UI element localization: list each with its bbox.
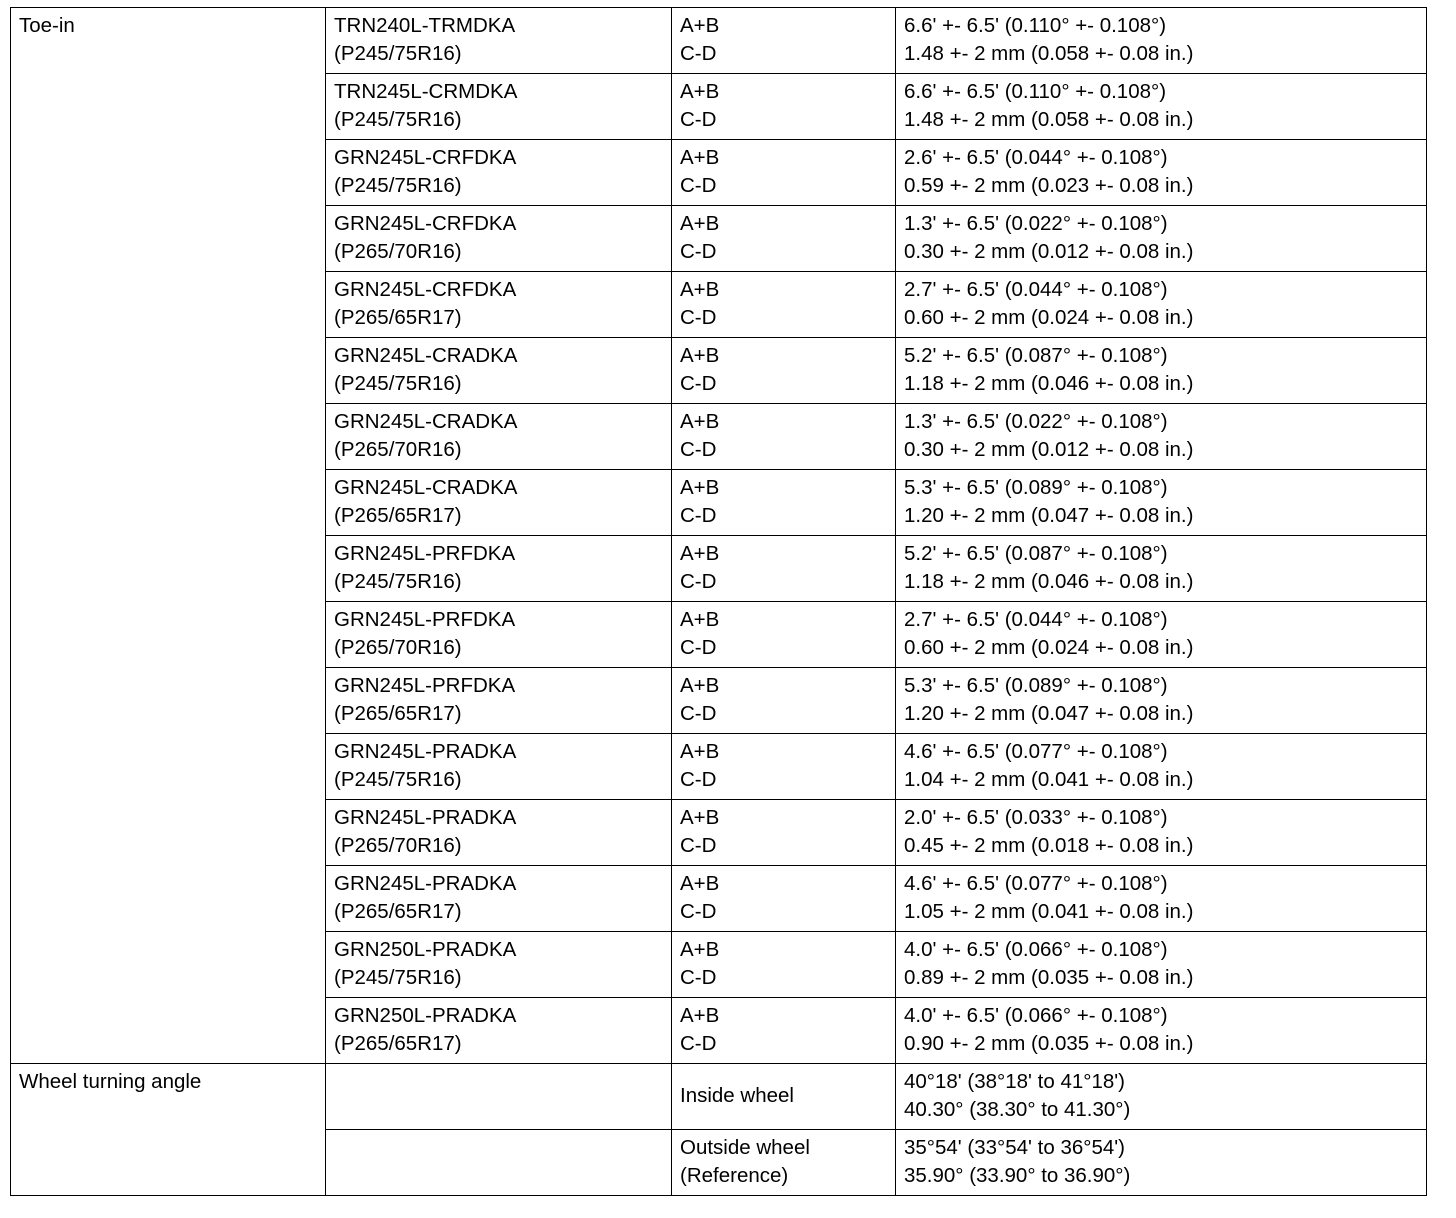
tire-size: (P265/70R16) [334,438,462,461]
distance-value: 0.30 +- 2 mm (0.012 +- 0.08 in.) [904,438,1194,461]
model-code: GRN250L-PRADKA [334,938,517,961]
wheel-turning-angle-label [11,1064,326,1196]
measure-point: C-D [680,372,717,395]
distance-value: 1.20 +- 2 mm (0.047 +- 0.08 in.) [904,702,1194,725]
tire-size: (P265/65R17) [334,1032,462,1055]
angle-value: 1.3' +- 6.5' (0.022° +- 0.108°) [904,410,1168,433]
distance-value: 1.18 +- 2 mm (0.046 +- 0.08 in.) [904,372,1194,395]
model-code: GRN245L-CRADKA [334,344,518,367]
tire-size: (P265/65R17) [334,702,462,725]
measure-point: A+B [680,476,720,499]
distance-value: 0.60 +- 2 mm (0.024 +- 0.08 in.) [904,306,1194,329]
wheel-turning-angle-text: Wheel turning angle [19,1070,202,1093]
model-cell [326,470,672,536]
distance-value: 0.89 +- 2 mm (0.035 +- 0.08 in.) [904,966,1194,989]
distance-value: 0.60 +- 2 mm (0.024 +- 0.08 in.) [904,636,1194,659]
measure-point: C-D [680,240,717,263]
model-code: GRN245L-PRFDKA [334,674,516,697]
measure-point-cell [672,998,896,1064]
model-cell [326,338,672,404]
measure-point: A+B [680,608,720,631]
inside-wheel-label: Inside wheel [680,1084,794,1107]
measure-point: C-D [680,636,717,659]
model-code: GRN245L-PRFDKA [334,542,516,565]
value-cell [896,206,1427,272]
angle-value: 2.6' +- 6.5' (0.044° +- 0.108°) [904,146,1168,169]
tire-size: (P265/70R16) [334,636,462,659]
tire-size: (P245/75R16) [334,372,462,395]
measure-point-cell [672,404,896,470]
measure-point-cell [672,272,896,338]
model-code: GRN245L-PRADKA [334,872,517,895]
value-cell [896,8,1427,74]
measure-point: A+B [680,872,720,895]
measure-point: C-D [680,570,717,593]
model-code: GRN245L-PRFDKA [334,608,516,631]
measure-point: A+B [680,80,720,103]
angle-value: 4.6' +- 6.5' (0.077° +- 0.108°) [904,740,1168,763]
model-cell [326,536,672,602]
outside-wheel-value-cell [896,1130,1427,1196]
measure-point: A+B [680,14,720,37]
model-cell [326,800,672,866]
distance-value: 1.20 +- 2 mm (0.047 +- 0.08 in.) [904,504,1194,527]
measure-point: A+B [680,938,720,961]
outside-wheel-deg-min: 35°54' (33°54' to 36°54') [904,1136,1125,1159]
model-cell [326,206,672,272]
measure-point: C-D [680,174,717,197]
model-code: GRN245L-CRADKA [334,410,518,433]
angle-value: 4.6' +- 6.5' (0.077° +- 0.108°) [904,872,1168,895]
empty-model-cell [326,1064,672,1130]
distance-value: 0.45 +- 2 mm (0.018 +- 0.08 in.) [904,834,1194,857]
tire-size: (P265/70R16) [334,834,462,857]
measure-point-cell [672,470,896,536]
measure-point-cell [672,536,896,602]
tire-size: (P245/75R16) [334,768,462,791]
model-code: GRN245L-PRADKA [334,740,517,763]
measure-point: C-D [680,504,717,527]
measure-point-cell [672,668,896,734]
toe-in-label: Toe-in [11,8,326,1064]
specification-table [10,7,1427,1196]
measure-point-cell [672,602,896,668]
model-cell [326,668,672,734]
table-row [11,1064,1427,1130]
model-cell [326,866,672,932]
distance-value: 1.48 +- 2 mm (0.058 +- 0.08 in.) [904,108,1194,131]
measure-point: A+B [680,806,720,829]
model-cell [326,74,672,140]
angle-value: 5.3' +- 6.5' (0.089° +- 0.108°) [904,674,1168,697]
measure-point: A+B [680,740,720,763]
inside-wheel-cell [672,1064,896,1130]
angle-value: 4.0' +- 6.5' (0.066° +- 0.108°) [904,938,1168,961]
measure-point-cell [672,8,896,74]
value-cell [896,404,1427,470]
tire-size: (P265/65R17) [334,900,462,923]
angle-value: 6.6' +- 6.5' (0.110° +- 0.108°) [904,14,1167,37]
spec-table-body [11,8,1427,1196]
measure-point: A+B [680,674,720,697]
measure-point: C-D [680,42,717,65]
tire-size: (P245/75R16) [334,108,462,131]
outside-wheel-decimal: 35.90° (33.90° to 36.90°) [904,1164,1131,1187]
model-code: TRN245L-CRMDKA [334,80,518,103]
distance-value: 1.04 +- 2 mm (0.041 +- 0.08 in.) [904,768,1194,791]
tire-size: (P245/75R16) [334,174,462,197]
measure-point: C-D [680,900,717,923]
measure-point: C-D [680,834,717,857]
measure-point-cell [672,734,896,800]
measure-point-cell [672,140,896,206]
model-code: GRN245L-CRFDKA [334,146,517,169]
model-cell [326,404,672,470]
value-cell [896,338,1427,404]
value-cell [896,470,1427,536]
value-cell [896,272,1427,338]
measure-point: A+B [680,410,720,433]
measure-point: A+B [680,344,720,367]
tire-size: (P245/75R16) [334,570,462,593]
tire-size: (P245/75R16) [334,966,462,989]
measure-point: C-D [680,1032,717,1055]
model-cell [326,8,672,74]
outside-wheel-label: Outside wheel [680,1136,810,1159]
value-cell [896,140,1427,206]
angle-value: 1.3' +- 6.5' (0.022° +- 0.108°) [904,212,1168,235]
measure-point: C-D [680,768,717,791]
model-cell [326,602,672,668]
value-cell [896,866,1427,932]
measure-point: A+B [680,212,720,235]
model-cell [326,272,672,338]
measure-point: A+B [680,278,720,301]
table-row [11,8,1427,74]
measure-point: A+B [680,146,720,169]
outside-wheel-cell [672,1130,896,1196]
measure-point: C-D [680,438,717,461]
angle-value: 2.7' +- 6.5' (0.044° +- 0.108°) [904,608,1168,631]
measure-point: C-D [680,306,717,329]
distance-value: 1.05 +- 2 mm (0.041 +- 0.08 in.) [904,900,1194,923]
value-cell [896,668,1427,734]
tire-size: (P265/70R16) [334,240,462,263]
inside-wheel-deg-min: 40°18' (38°18' to 41°18') [904,1070,1125,1093]
model-code: GRN245L-PRADKA [334,806,517,829]
value-cell [896,800,1427,866]
empty-model-cell [326,1130,672,1196]
measure-point: A+B [680,1004,720,1027]
value-cell [896,998,1427,1064]
tire-size: (P265/65R17) [334,306,462,329]
measure-point-cell [672,206,896,272]
model-cell [326,734,672,800]
angle-value: 4.0' +- 6.5' (0.066° +- 0.108°) [904,1004,1168,1027]
measure-point: C-D [680,702,717,725]
outside-wheel-reference: (Reference) [680,1164,789,1187]
model-cell [326,932,672,998]
distance-value: 0.90 +- 2 mm (0.035 +- 0.08 in.) [904,1032,1194,1055]
angle-value: 2.0' +- 6.5' (0.033° +- 0.108°) [904,806,1168,829]
model-code: TRN240L-TRMDKA [334,14,516,37]
inside-wheel-value-cell [896,1064,1427,1130]
measure-point: C-D [680,108,717,131]
angle-value: 6.6' +- 6.5' (0.110° +- 0.108°) [904,80,1167,103]
value-cell [896,734,1427,800]
model-cell [326,140,672,206]
distance-value: 1.18 +- 2 mm (0.046 +- 0.08 in.) [904,570,1194,593]
model-code: GRN245L-CRFDKA [334,278,517,301]
measure-point-cell [672,74,896,140]
measure-point-cell [672,800,896,866]
value-cell [896,74,1427,140]
measure-point: C-D [680,966,717,989]
angle-value: 2.7' +- 6.5' (0.044° +- 0.108°) [904,278,1168,301]
measure-point: A+B [680,542,720,565]
measure-point-cell [672,338,896,404]
value-cell [896,932,1427,998]
model-cell [326,998,672,1064]
measure-point-cell [672,866,896,932]
distance-value: 1.48 +- 2 mm (0.058 +- 0.08 in.) [904,42,1194,65]
inside-wheel-decimal: 40.30° (38.30° to 41.30°) [904,1098,1131,1121]
angle-value: 5.2' +- 6.5' (0.087° +- 0.108°) [904,344,1168,367]
distance-value: 0.30 +- 2 mm (0.012 +- 0.08 in.) [904,240,1194,263]
distance-value: 0.59 +- 2 mm (0.023 +- 0.08 in.) [904,174,1194,197]
angle-value: 5.3' +- 6.5' (0.089° +- 0.108°) [904,476,1168,499]
measure-point-cell [672,932,896,998]
model-code: GRN245L-CRFDKA [334,212,517,235]
value-cell [896,602,1427,668]
angle-value: 5.2' +- 6.5' (0.087° +- 0.108°) [904,542,1168,565]
value-cell [896,536,1427,602]
model-code: GRN250L-PRADKA [334,1004,517,1027]
model-code: GRN245L-CRADKA [334,476,518,499]
tire-size: (P265/65R17) [334,504,462,527]
tire-size: (P245/75R16) [334,42,462,65]
